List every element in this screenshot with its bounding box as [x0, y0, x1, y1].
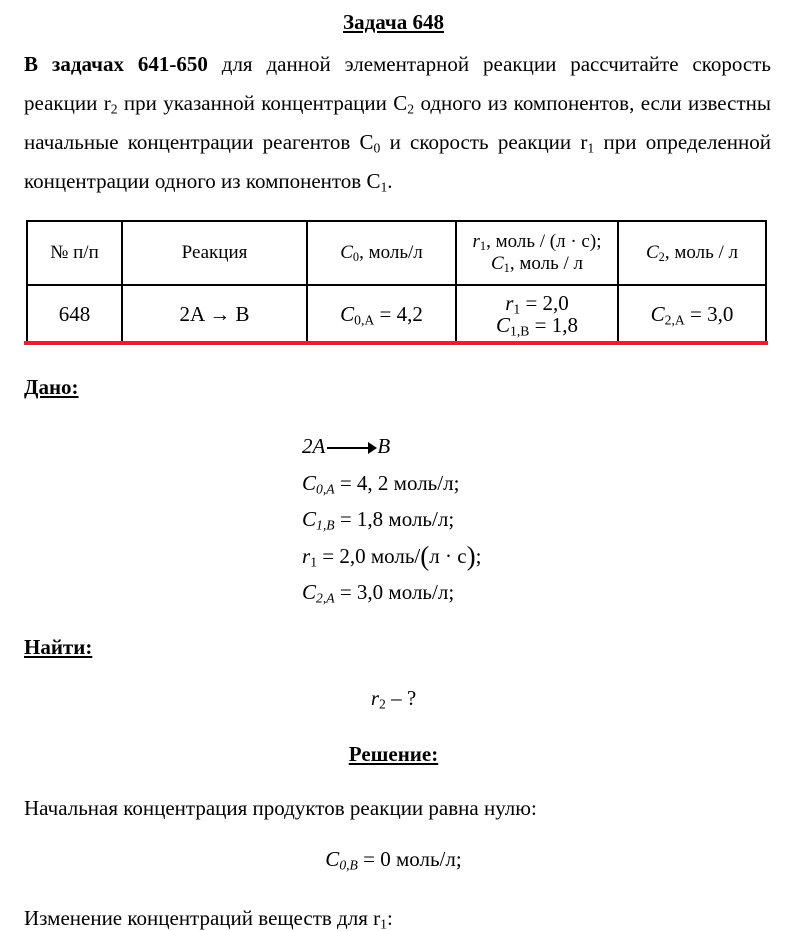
subscript: 1 — [513, 301, 521, 317]
subscript: 1 — [310, 553, 318, 569]
subscript: 2 — [379, 696, 386, 712]
subscript: 1 — [587, 140, 595, 156]
cell-num: 648 — [27, 285, 122, 343]
solution-paragraph — [24, 906, 393, 931]
subscript: 2 — [110, 101, 118, 117]
symbol: C — [302, 580, 317, 604]
value: = 1,8 моль/л; — [334, 507, 455, 531]
symbol: C — [490, 253, 504, 274]
solution-paragraph: Начальная концентрация продуктов реакции равна нулю: — [24, 796, 537, 820]
cell-c0 — [307, 285, 456, 343]
table-header-row — [27, 221, 766, 285]
find-formula — [0, 686, 787, 711]
unit: , моль / (л · с); — [486, 231, 602, 253]
find-heading: Найти: — [24, 635, 93, 659]
value: = 2,0 моль/ — [317, 543, 421, 568]
symbol: C — [496, 313, 511, 337]
statement-text: одного из компонентов, если известны начальные концентрации реагентов C — [24, 91, 771, 154]
product: B — [377, 434, 391, 458]
subscript: 0,B — [339, 857, 358, 873]
symbol: r — [302, 543, 311, 568]
unit: , моль / л — [509, 253, 584, 274]
unit: , моль / л — [664, 242, 739, 264]
header-reaction: Реакция — [122, 221, 307, 285]
value: = 2,0 — [520, 290, 569, 315]
symbol: C — [302, 470, 317, 495]
reactant: 2A — [302, 434, 326, 458]
problem-statement — [24, 45, 771, 201]
subscript: 1,B — [316, 517, 335, 533]
subscript: 1 — [503, 261, 510, 276]
symbol: C — [325, 847, 340, 871]
given-line — [302, 538, 481, 575]
cell-r1-c1 — [456, 285, 618, 343]
symbol: C — [340, 242, 353, 264]
statement-text: при определенной концентрации одного из компонентов C — [24, 130, 771, 193]
given-heading: Дано: — [24, 375, 79, 399]
subscript: 2,A — [316, 590, 335, 606]
problem-range: В задачах 641-650 — [24, 52, 208, 76]
given-line — [302, 465, 481, 502]
punctuation: ; — [475, 543, 482, 568]
arrow-icon — [327, 447, 375, 449]
paren: ) — [466, 540, 476, 571]
symbol: r — [505, 290, 514, 315]
statement-text: . — [387, 169, 393, 193]
symbol: C — [302, 507, 317, 531]
symbol: C — [645, 242, 659, 264]
subscript: 0 — [373, 140, 381, 156]
value: = 4, 2 моль/л; — [334, 470, 460, 495]
value: = 3,0 моль/л; — [334, 580, 455, 604]
symbol: C — [650, 301, 665, 326]
value: = 1,8 — [529, 313, 578, 337]
unit: л · с — [429, 543, 467, 568]
header-num: № п/п — [27, 221, 122, 285]
cell-c2 — [618, 285, 766, 343]
symbol: C — [340, 301, 355, 326]
subscript: 1 — [380, 916, 387, 931]
symbol: r — [472, 231, 480, 253]
unit: , моль/л — [359, 242, 423, 264]
statement-text: и скорость реакции r — [380, 130, 588, 154]
given-reaction — [302, 428, 481, 465]
subscript: 0 — [352, 250, 360, 265]
value: = 0 моль/л; — [357, 847, 462, 871]
paren: ( — [420, 540, 430, 571]
subscript: 1,B — [510, 323, 530, 339]
paragraph-text: Изменение концентраций веществ для r — [24, 906, 381, 930]
value: – ? — [385, 686, 417, 710]
solution-formula — [0, 847, 787, 872]
given-line — [302, 501, 481, 538]
subscript: 2,A — [664, 312, 685, 328]
punctuation: : — [386, 906, 393, 930]
table-row — [27, 285, 766, 343]
statement-text: при указанной концентрации C — [117, 91, 408, 115]
given-line — [302, 574, 481, 611]
symbol: r — [370, 686, 380, 710]
statement-text: для данной элементарной реакции рассчитайте скорость реакции r — [24, 52, 771, 115]
subscript: 2 — [407, 101, 415, 117]
header-c2 — [618, 221, 766, 285]
value: = 3,0 — [684, 301, 734, 326]
subscript: 2 — [658, 250, 665, 265]
subscript: 1 — [479, 239, 487, 254]
subscript: 1 — [380, 179, 388, 195]
task-table — [26, 220, 767, 344]
subscript: 0,A — [316, 480, 335, 496]
header-r1-c1 — [456, 221, 618, 285]
value: = 4,2 — [374, 301, 423, 326]
header-c0 — [307, 221, 456, 285]
subscript: 0,A — [354, 312, 375, 328]
given-block — [302, 428, 481, 611]
red-underline — [24, 341, 768, 345]
solution-heading: Решение: — [348, 742, 439, 766]
page-title: Задача 648 — [343, 10, 444, 34]
cell-reaction: 2A → B — [122, 285, 307, 343]
